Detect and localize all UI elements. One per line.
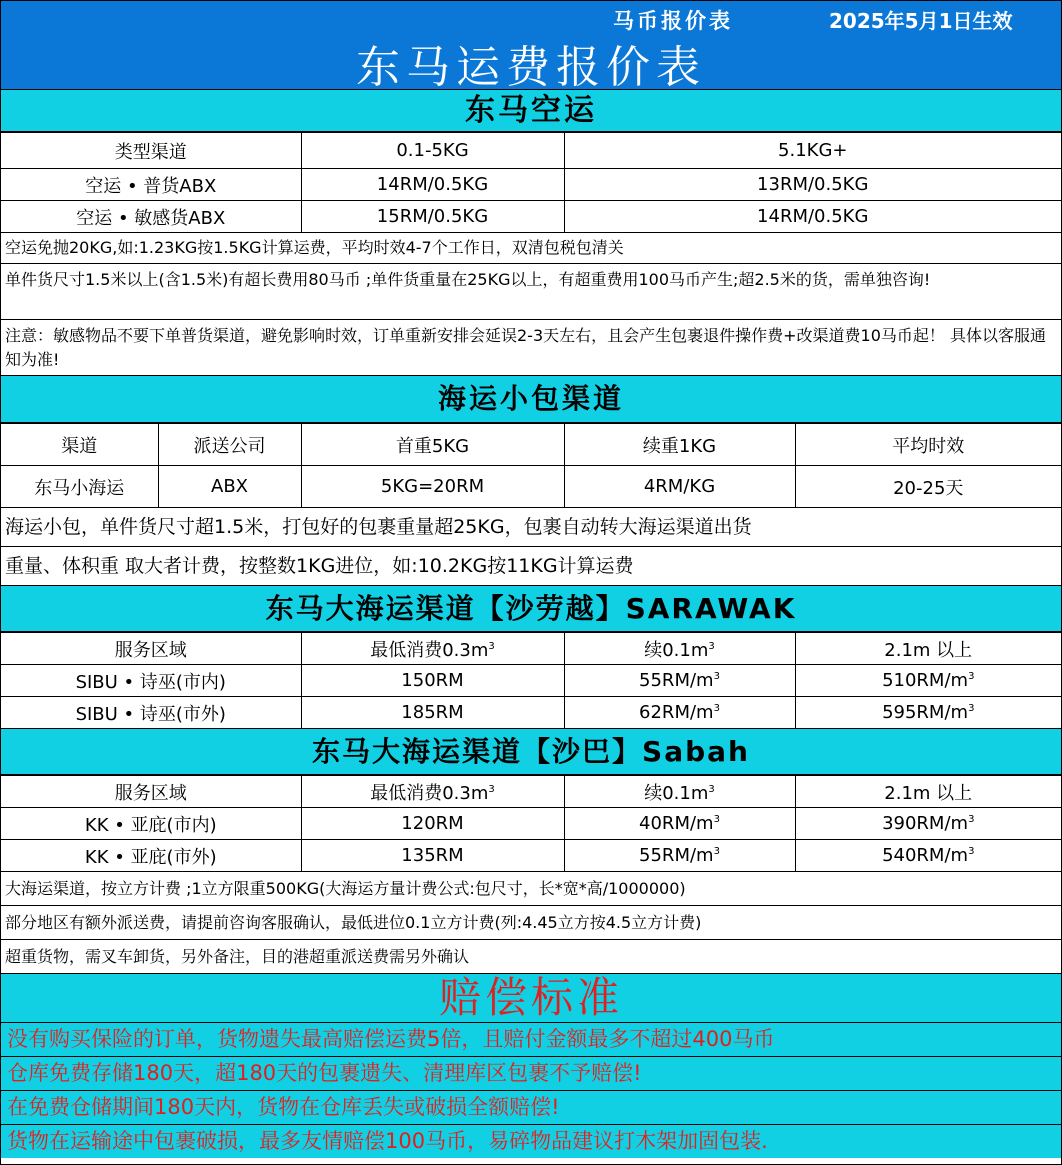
compensation-list <box>1 1023 1061 1158</box>
header-cell: 5.1KG+ <box>564 133 1061 169</box>
sabah-note-3: 超重货物，需叉车卸货，另外备注，目的港超重派送费需另外确认 <box>1 940 1061 974</box>
table-row <box>1 169 1061 201</box>
sea-small-heading: 海运小包渠道 <box>1 376 1061 423</box>
sea-small-table <box>1 423 1061 508</box>
table-cell: 135RM <box>301 840 564 872</box>
header-cell: 平均时效 <box>795 424 1061 466</box>
header-cell: 续$0.1m^3$ <box>564 776 795 808</box>
air-note-2: 单件货尺寸1.5米以上(含1.5米)有超长费用80马币 ;单件货重量在25KG以上，有超重费用100马币产生;超2.5米的货，需单独咨询! <box>1 264 1061 320</box>
table-cell: 14RM/0.5KG <box>301 169 564 201</box>
compensation-item: 没有购买保险的订单，货物遗失最高赔偿运费5倍，且赔付金额最多不超过400马币 <box>1 1023 1061 1057</box>
table-cell: $62RM/m^3$ <box>564 697 795 729</box>
table-cell: KK • 亚庇(市外) <box>1 840 301 872</box>
table-row <box>1 665 1061 697</box>
header-cell: 2.1m 以上 <box>795 776 1061 808</box>
table-cell: $390RM/m^3$ <box>795 808 1061 840</box>
table-header-row <box>1 133 1061 169</box>
table-row <box>1 840 1061 872</box>
table-cell: 4RM/KG <box>564 466 795 508</box>
banner <box>1 1 1061 93</box>
header-cell: 服务区域 <box>1 633 301 665</box>
compensation-heading: 赔偿标准 <box>1 974 1061 1023</box>
table-cell: $510RM/m^3$ <box>795 665 1061 697</box>
table-cell: 东马小海运 <box>1 466 158 508</box>
table-header-row <box>1 424 1061 466</box>
sabah-table <box>1 775 1061 872</box>
table-row <box>1 466 1061 508</box>
effective-date: 2025年5月1日生效 <box>829 9 1013 33</box>
table-cell: $40RM/m^3$ <box>564 808 795 840</box>
table-cell: SIBU • 诗巫(市内) <box>1 665 301 697</box>
sabah-note-1: 大海运渠道，按立方计费 ;1立方限重500KG(大海运方量计费公式:包尺寸，长*宽*高/1000000) <box>1 872 1061 906</box>
table-cell: 150RM <box>301 665 564 697</box>
header-cell: 渠道 <box>1 424 158 466</box>
sabah-note-2: 部分地区有额外派送费，请提前咨询客服确认，最低进位0.1立方计费(列:4.45立方按4.5立方计费) <box>1 906 1061 940</box>
table-row <box>1 697 1061 729</box>
table-row <box>1 201 1061 233</box>
table-cell: $55RM/m^3$ <box>564 665 795 697</box>
table-cell: $55RM/m^3$ <box>564 840 795 872</box>
header-cell: 派送公司 <box>158 424 301 466</box>
air-heading: 东马空运 <box>1 90 1061 132</box>
sea-small-note-2: 重量、体积重 取大者计费，按整数1KG进位，如:10.2KG按11KG计算运费 <box>1 547 1061 586</box>
banner-subtitle: 马币报价表 <box>613 9 733 33</box>
sarawak-table <box>1 632 1061 729</box>
compensation-item: 仓库免费存储180天，超180天的包裹遗失、清理库区包裹不予赔偿! <box>1 1057 1061 1091</box>
table-header-row <box>1 776 1061 808</box>
table-cell: 13RM/0.5KG <box>564 169 1061 201</box>
sabah-heading: 东马大海运渠道【沙巴】Sabah <box>1 729 1061 775</box>
header-cell: 服务区域 <box>1 776 301 808</box>
air-note-1: 空运免抛20KG,如:1.23KG按1.5KG计算运费，平均时效4-7个工作日，双清包税包清关 <box>1 233 1061 264</box>
table-cell: SIBU • 诗巫(市外) <box>1 697 301 729</box>
table-row <box>1 808 1061 840</box>
table-cell: 20-25天 <box>795 466 1061 508</box>
table-cell: 空运 • 普货ABX <box>1 169 301 201</box>
sarawak-heading: 东马大海运渠道【沙劳越】SARAWAK <box>1 586 1061 632</box>
table-cell: 5KG=20RM <box>301 466 564 508</box>
table-cell: 14RM/0.5KG <box>564 201 1061 233</box>
compensation-item: 在免费仓储期间180天内，货物在仓库丢失或破损全额赔偿! <box>1 1091 1061 1125</box>
table-cell: 120RM <box>301 808 564 840</box>
header-cell: 续重1KG <box>564 424 795 466</box>
header-cell: 0.1-5KG <box>301 133 564 169</box>
header-cell: 续$0.1m^3$ <box>564 633 795 665</box>
page-title: 东马运费报价表 <box>356 42 706 93</box>
header-cell: 最低消费$0.3m^3$ <box>301 776 564 808</box>
air-note-3: 注意：敏感物品不要下单普货渠道，避免影响时效，订单重新安排会延误2-3天左右，且会产生包裹退件操作费+改渠道费10马币起！ 具体以客服通知为准! <box>1 320 1061 376</box>
table-cell: KK • 亚庇(市内) <box>1 808 301 840</box>
table-cell: 空运 • 敏感货ABX <box>1 201 301 233</box>
compensation-item: 货物在运输途中包裹破损，最多友情赔偿100马币，易碎物品建议打木架加固包装. <box>1 1125 1061 1158</box>
header-cell: 2.1m 以上 <box>795 633 1061 665</box>
table-cell: 15RM/0.5KG <box>301 201 564 233</box>
sea-small-note-1: 海运小包，单件货尺寸超1.5米，打包好的包裹重量超25KG，包裹自动转大海运渠道出货 <box>1 508 1061 547</box>
header-cell: 首重5KG <box>301 424 564 466</box>
air-table <box>1 132 1061 233</box>
table-cell: 185RM <box>301 697 564 729</box>
table-header-row <box>1 633 1061 665</box>
table-cell: $595RM/m^3$ <box>795 697 1061 729</box>
header-cell: 类型渠道 <box>1 133 301 169</box>
table-cell: $540RM/m^3$ <box>795 840 1061 872</box>
table-cell: ABX <box>158 466 301 508</box>
header-cell: 最低消费$0.3m^3$ <box>301 633 564 665</box>
